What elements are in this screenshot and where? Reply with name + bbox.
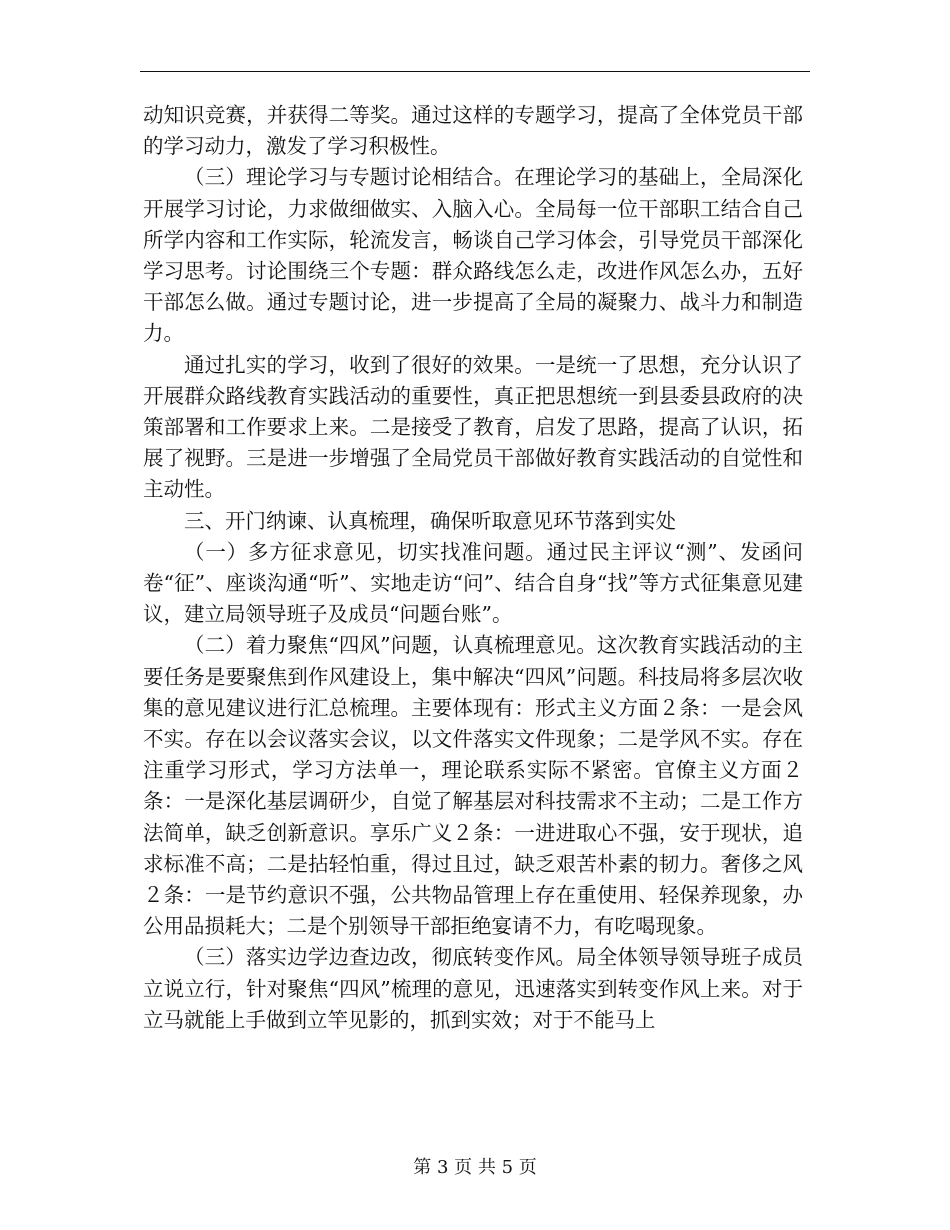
- header-rule: [140, 71, 810, 72]
- page-number-footer: 第 3 页 共 5 页: [413, 1157, 537, 1178]
- paragraph-1: 动知识竞赛，并获得二等奖。通过这样的专题学习，提高了全体党员干部的学习动力，激发了学习积极性。: [143, 103, 803, 159]
- paragraph-4: （一）多方征求意见，切实找准问题。通过民主评议“测”、发函问卷“征”、座谈沟通“听”、实地走访“问”、结合自身“找”等方式征集意见建议，建立局领导班子及成员“问题台账”。: [143, 539, 803, 627]
- document-body: [143, 100, 803, 1036]
- paragraph-3: 通过扎实的学习，收到了很好的效果。一是统一了思想，充分认识了开展群众路线教育实践活动的重要性，真正把思想统一到县委县政府的决策部署和工作要求上来。二是接受了教育，启发了思路，提高了认识，拓展了视野。三是进一步增强了全局党员干部做好教育实践活动的自觉性和主动性。: [143, 352, 803, 502]
- paragraph-6: （三）落实边学边查边改，彻底转变作风。局全体领导领导班子成员立说立行，针对聚焦“四风”梳理的意见，迅速落实到转变作风上来。对于立马就能上手做到立竿见影的，抓到实效；对于不能马上: [143, 945, 803, 1032]
- paragraph-2: （三）理论学习与专题讨论相结合。在理论学习的基础上，全局深化开展学习讨论，力求做细做实、入脑入心。全局每一位干部职工结合自己所学内容和工作实际，轮流发言，畅谈自己学习体会，引导党员干部深化学习思考。讨论围绕三个专题：群众路线怎么走，改进作风怎么办，五好干部怎么做。通过专题讨论，进一步提高了全局的凝聚力、战斗力和制造力。: [143, 165, 803, 346]
- section-heading: 三、开门纳谏、认真梳理，确保听取意见环节落到实处: [184, 508, 676, 533]
- paragraph-5: （二）着力聚焦“四风”问题，认真梳理意见。这次教育实践活动的主要任务是要聚焦到作风建设上，集中解决“四风”问题。科技局将多层次收集的意见建议进行汇总梳理。主要体现有：形式主义方面２条：一是会风不实。存在以会议落实会议，以文件落实文件现象；二是学风不实。存在注重学习形式，学习方法单一，理论联系实际不紧密。官僚主义方面２条：一是深化基层调研少，自觉了解基层对科技需求不主动；二是工作方法简单，缺乏创新意识。享乐广义２条：一进进取心不强，安于现状，追求标准不高；二是拈轻怕重，得过且过，缺乏艰苦朴素的韧力。奢侈之风２条：一是节约意识不强，公共物品管理上存在重使用、轻保养现象，办公用品损耗大；二是个别领导干部拒绝宴请不力，有吃喝现象。: [143, 633, 803, 939]
